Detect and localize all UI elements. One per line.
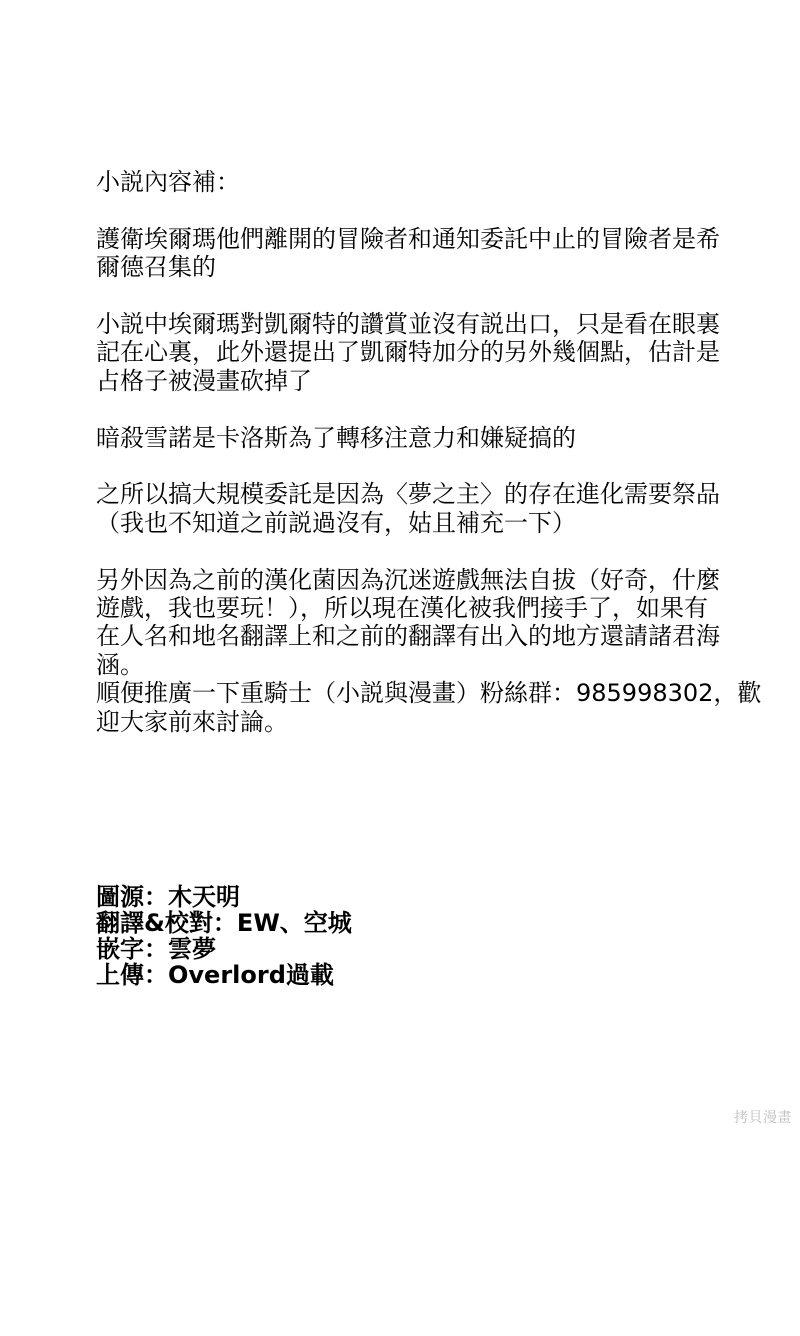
text-line: 遊戲，我也要玩！），所以現在漢化被我們接手了，如果有 — [96, 594, 708, 623]
text-line: 在人名和地名翻譯上和之前的翻譯有出入的地方還請諸君海 — [96, 622, 720, 651]
text-line: （我也不知道之前説過沒有，姑且補充一下） — [96, 508, 576, 537]
text-line: 記在心裏，此外還提出了凱爾特加分的另外幾個點，估計是 — [96, 338, 720, 367]
text-line: 涵。 — [96, 650, 144, 679]
credit-line-source: 圖源：木天明 — [96, 883, 240, 911]
note-title: 小説內容補： — [96, 168, 240, 196]
paragraph — [96, 565, 762, 736]
credit-line-typesetting: 嵌字：雲夢 — [96, 935, 216, 963]
text-line: 護衛埃爾瑪他們離開的冒險者和通知委託中止的冒險者是希 — [96, 224, 720, 253]
paragraph — [96, 480, 736, 537]
text-line: 迎大家前來討論。 — [96, 707, 288, 736]
site-watermark: 拷貝漫畫 — [734, 1110, 792, 1126]
paragraph — [96, 424, 736, 452]
text-line: 小説中埃爾瑪對凱爾特的讚賞並沒有説出口，只是看在眼裏 — [96, 310, 720, 338]
credit-line-translation: 翻譯&校對：EW、空城 — [96, 909, 352, 937]
text-line: 爾德召集的 — [96, 253, 216, 282]
credit-line-upload: 上傳：Overlord過載 — [96, 961, 334, 989]
paragraph — [96, 310, 736, 395]
text-line: 另外因為之前的漢化菌因為沉迷遊戲無法自拔（好奇，什麼 — [96, 565, 720, 594]
text-line: 順便推廣一下重騎士（小説與漫畫）粉絲群：985998302，歡 — [96, 679, 762, 708]
text-line: 之所以搞大規模委託是因為〈夢之主〉的存在進化需要祭品 — [96, 480, 720, 509]
credits-block — [96, 884, 352, 988]
note-title-paragraph — [96, 168, 736, 196]
note-body — [96, 168, 762, 736]
paragraph — [96, 225, 736, 282]
text-line: 占格子被漫畫砍掉了 — [96, 366, 312, 395]
text-line: 暗殺雪諾是卡洛斯為了轉移注意力和嫌疑搞的 — [96, 423, 576, 452]
